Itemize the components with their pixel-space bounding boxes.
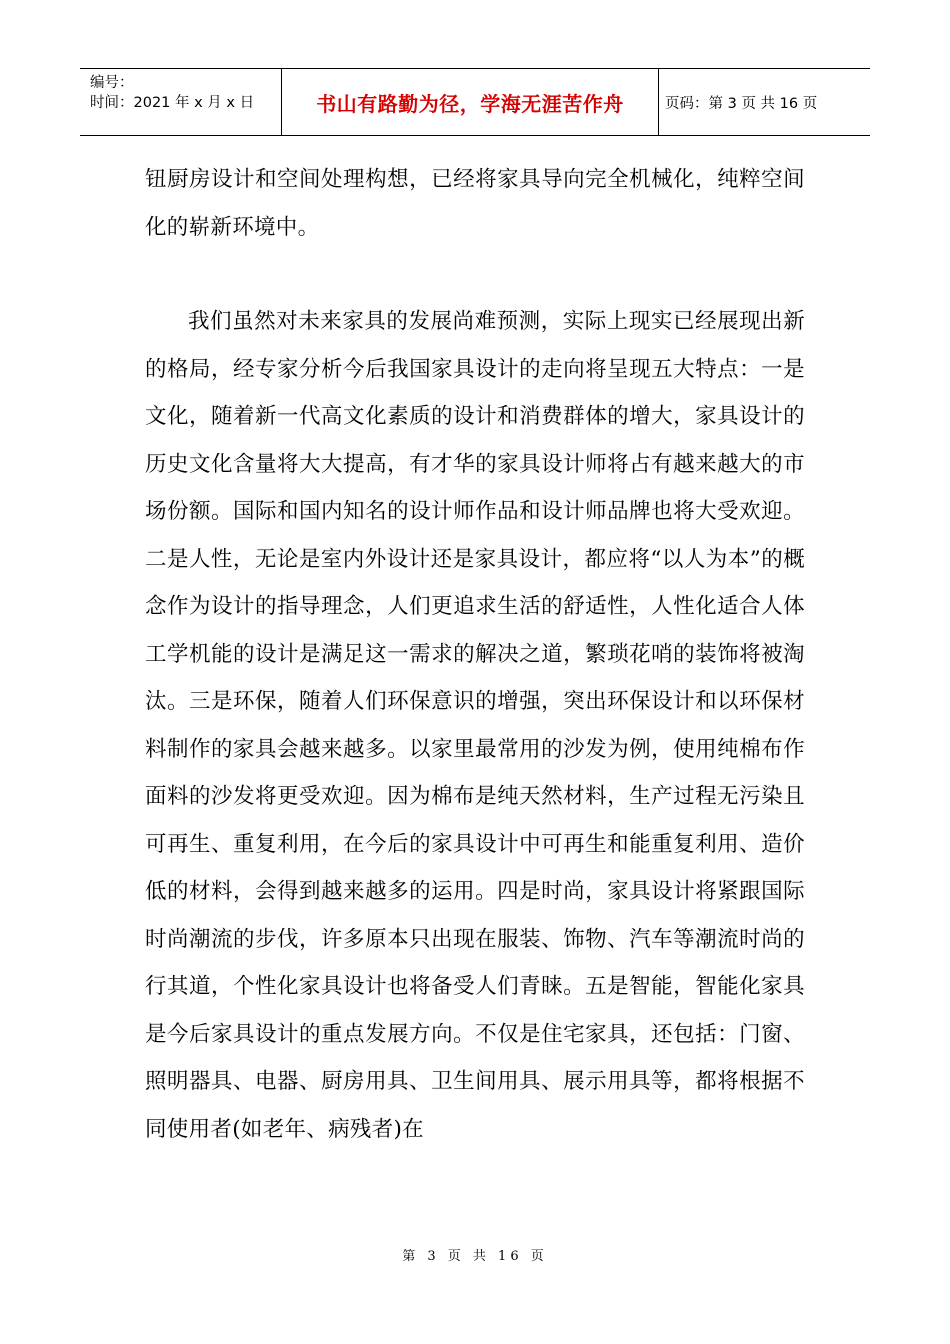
document-time-label: 时间：2021 年 x 月 x 日 xyxy=(90,95,255,111)
page-footer: 第 3 页 共 16 页 xyxy=(402,1249,548,1264)
header-meta xyxy=(80,69,282,135)
header-motto: 书山有路勤为径，学海无涯苦作舟 xyxy=(282,69,659,135)
page-header xyxy=(80,68,870,136)
paragraph-furniture-trends: 我们虽然对未来家具的发展尚难预测，实际上现实已经展现出新的格局，经专家分析今后我国家具设计的走向将呈现五大特点：一是文化，随着新一代高文化素质的设计和消费群体的增大，家具设计的历史文化含量将大大提高，有才华的家具设计师将占有越来越大的市场份额。国际和国内知名的设计师作品和设计师品牌也将大受欢迎。二是人性，无论是室内外设计还是家具设计，都应将“以人为本”的概念作为设计的指导理念，人们更追求生活的舒适性，人性化适合人体工学机能的设计是满足这一需求的解决之道，繁琐花哨的装饰将被淘汰。三是环保，随着人们环保意识的增强，突出环保设计和以环保材料制作的家具会越来越多。以家里最常用的沙发为例，使用纯棉布作面料的沙发将更受欢迎。因为棉布是纯天然材料，生产过程无污染且可再生、重复利用，在今后的家具设计中可再生和能重复利用、造价低的材料，会得到越来越多的运用。四是时尚，家具设计将紧跟国际时尚潮流的步伐，许多原本只出现在服装、饰物、汽车等潮流时尚的行其道，个性化家具设计也将备受人们青睐。五是智能，智能化家具是今后家具设计的重点发展方向。不仅是住宅家具，还包括：门窗、照明器具、电器、厨房用具、卫生间用具、展示用具等，都将根据不同使用者(如老年、病残者)在 xyxy=(145,309,805,1142)
document-body xyxy=(145,156,805,1153)
header-page-info: 页码：第 3 页 共 16 页 xyxy=(665,95,818,112)
document-number-label: 编号： xyxy=(90,75,134,91)
paragraph-continued: 钮厨房设计和空间处理构想，已经将家具导向完全机械化，纯粹空间化的崭新环境中。 xyxy=(145,167,805,240)
